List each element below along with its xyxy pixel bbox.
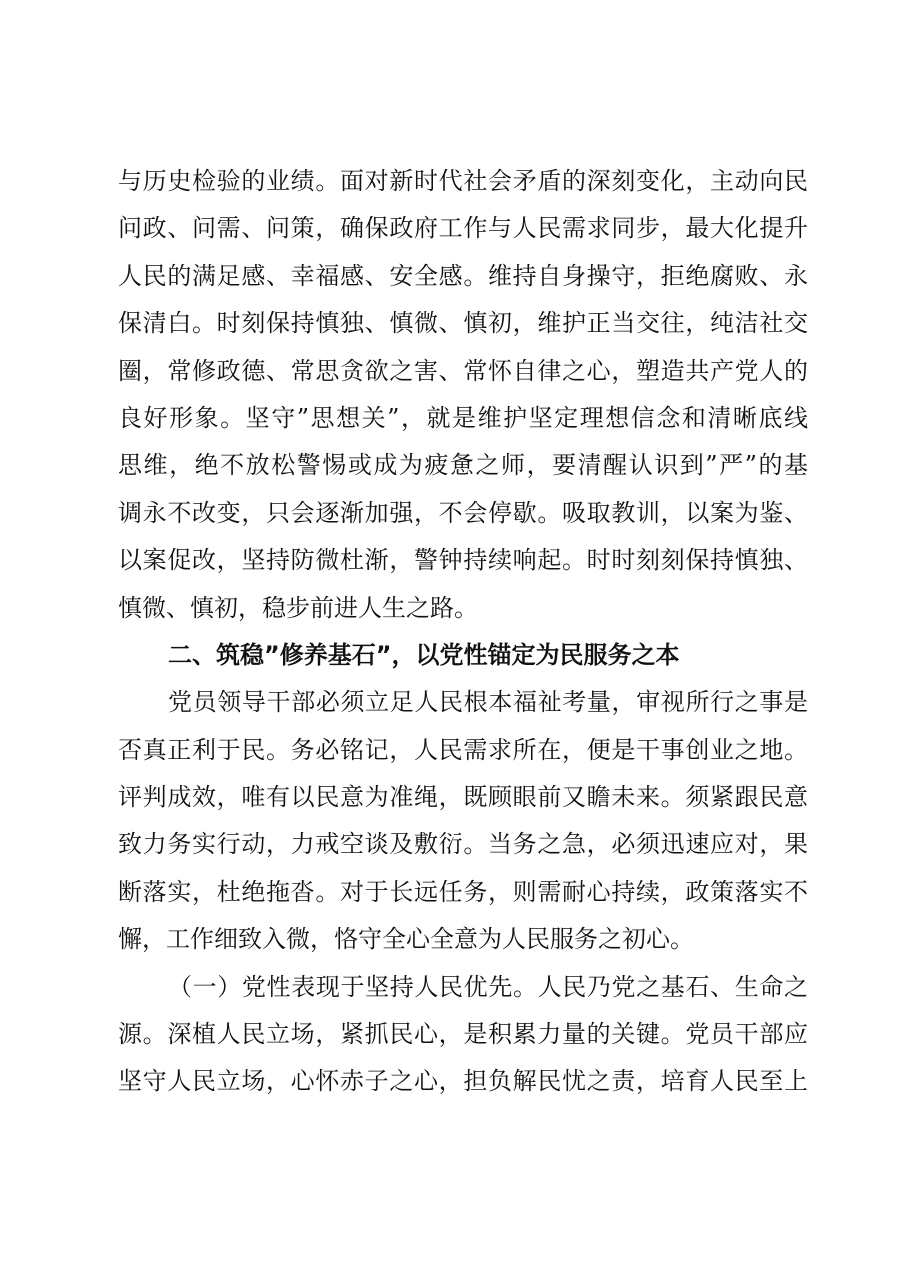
paragraph-line: 坚守人民立场，心怀赤子之心，担负解民忧之责，培育人民至上	[118, 1067, 808, 1096]
paragraph-line: 与历史检验的业绩。面对新时代社会矛盾的深刻变化，主动向民	[118, 167, 808, 195]
paragraph-line: 以案促改，坚持防微杜渐，警钟持续响起。时时刻刻保持慎独、	[118, 546, 808, 575]
paragraph-line: 评判成效，唯有以民意为准绳，既顾眼前又瞻未来。须紧跟民意	[118, 783, 808, 812]
paragraph-line: 源。深植人民立场，紧抓民心，是积累力量的关键。党员干部应	[118, 1020, 808, 1049]
paragraph-line: 良好形象。坚守”思想关”，就是维护坚定理想信念和清晰底线	[118, 403, 808, 432]
paragraph-line: 思维，绝不放松警惕或成为疲惫之师，要清醒认识到”严”的基	[118, 451, 808, 480]
paragraph-line: 懈，工作细致入微，恪守全心全意为人民服务之初心。	[118, 925, 694, 954]
paragraph-line: （一）党性表现于坚持人民优先。人民乃党之基石、生命之	[168, 972, 808, 1001]
paragraph-line: 慎微、慎初，稳步前进人生之路。	[118, 593, 478, 622]
paragraph-line: 否真正利于民。务必铭记，人民需求所在，便是干事创业之地。	[118, 735, 808, 764]
paragraph-line: 圈，常修政德、常思贪欲之害、常怀自律之心，塑造共产党人的	[118, 356, 808, 385]
paragraph-line: 人民的满足感、幸福感、安全感。维持自身操守，拒绝腐败、永	[118, 261, 808, 290]
paragraph-line: 致力务实行动，力戒空谈及敷衍。当务之急，必须迅速应对，果	[118, 830, 808, 859]
paragraph-line: 断落实，杜绝拖沓。对于长远任务，则需耐心持续，政策落实不	[118, 877, 808, 906]
paragraph-line: 问政、问需、问策，确保政府工作与人民需求同步，最大化提升	[118, 214, 808, 243]
paragraph-line: 保清白。时刻保持慎独、慎微、慎初，维护正当交往，纯洁社交	[118, 309, 808, 338]
paragraph-line: 调永不改变，只会逐渐加强，不会停歇。吸取教训，以案为鉴、	[118, 498, 808, 527]
document-body	[118, 158, 808, 1106]
paragraph-line: 党员领导干部必须立足人民根本福祉考量，审视所行之事是	[168, 688, 808, 717]
section-heading: 二、筑稳”修养基石”，以党性锚定为民服务之本	[168, 640, 680, 669]
